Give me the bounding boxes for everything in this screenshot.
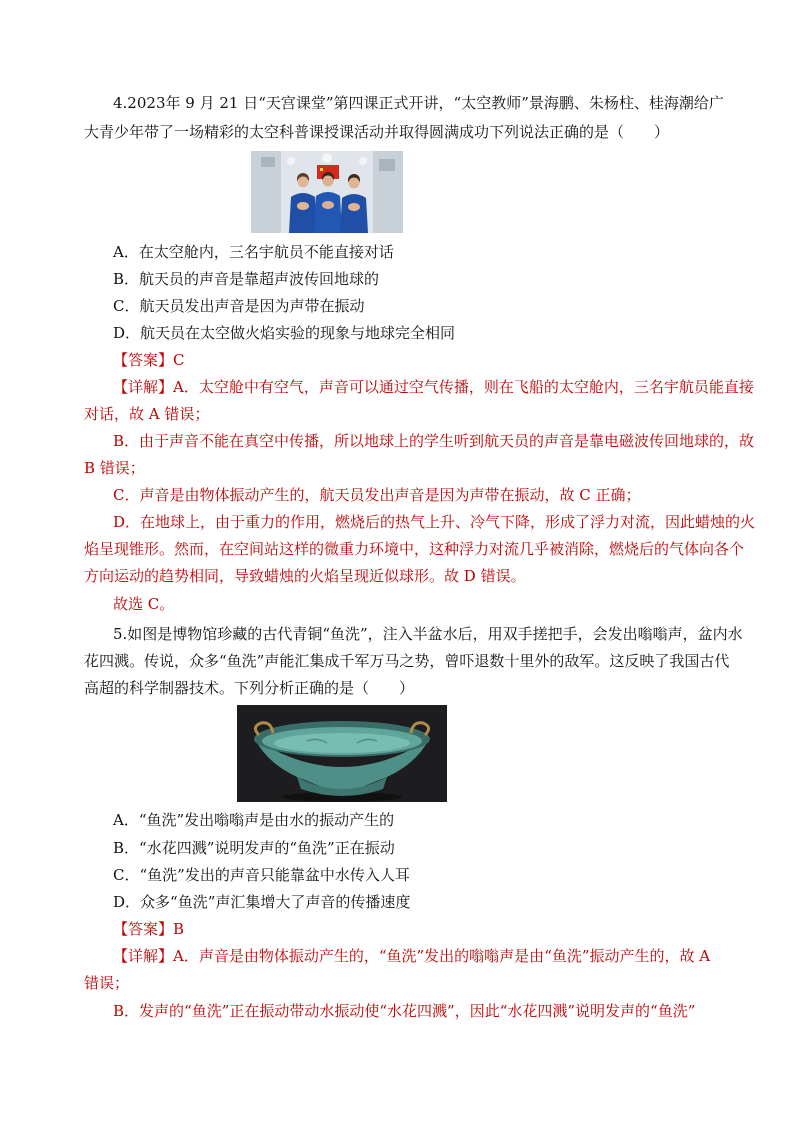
bronze-basin-illustration — [237, 705, 447, 802]
q4-option-c: C．航天员发出声音是因为声带在振动 — [113, 297, 365, 315]
astronauts-photo — [251, 151, 403, 233]
q5-answer-value: B — [173, 920, 185, 938]
q5-answer-label: 【答案】 — [113, 920, 174, 938]
q4-detail-line-8: 方向运动的趋势相同，导致蜡烛的火焰呈现近似球形。故 D 错误。 — [84, 567, 526, 585]
q5-detail-line-3: B．发声的“鱼洗”正在振动带动水振动使“水花四溅”，因此“水花四溅”说明发声的“鱼洗” — [113, 1002, 696, 1020]
q5-detail-line-2: 错误； — [84, 974, 130, 992]
q4-detail-text-1: A．太空舱中有空气，声音可以通过空气传播，则在飞船的太空舱内，三名宇航员能直接 — [173, 378, 754, 396]
q5-option-a: A．“鱼洗”发出嗡嗡声是由水的振动产生的 — [113, 811, 395, 829]
q4-detail-line-7: 焰呈现锥形。然而，在空间站这样的微重力环境中，这种浮力对流几乎被消除，燃烧后的气体向各个 — [84, 540, 745, 558]
q4-answer — [113, 350, 743, 370]
q5-detail-line-1 — [113, 946, 743, 966]
q4-stem-line-1: 4.2023年 9 月 21 日“天宫课堂”第四课正式开讲，“太空教师”景海鹏、朱杨柱、桂海潮给广 — [113, 94, 724, 112]
q5-option-c: C．“鱼洗”发出的声音只能靠盆中水传入人耳 — [113, 866, 410, 884]
astronauts-illustration — [251, 151, 403, 233]
q4-detail-line-4: B 错误； — [84, 459, 145, 477]
q4-option-d: D．航天员在太空做火焰实验的现象与地球完全相同 — [113, 324, 456, 342]
q4-option-a: A．在太空舱内，三名宇航员不能直接对话 — [113, 243, 394, 261]
q5-option-b: B．“水花四溅”说明发声的“鱼洗”正在振动 — [113, 839, 395, 857]
q4-detail-label: 【详解】 — [113, 378, 174, 396]
q4-answer-value: C — [173, 351, 185, 369]
q4-detail-line-1 — [113, 377, 754, 397]
q5-option-d: D．众多“鱼洗”声汇集增大了声音的传播速度 — [113, 893, 411, 911]
q4-detail-line-2: 对话，故 A 错误； — [84, 405, 210, 423]
q4-detail-line-5: C．声音是由物体振动产生的，航天员发出声音是因为声带在振动，故 C 正确； — [113, 486, 641, 504]
q5-detail-text-1: A．声音是由物体振动产生的，“鱼洗”发出的嗡嗡声是由“鱼洗”振动产生的，故 A — [173, 947, 711, 965]
q4-option-b: B．航天员的声音是靠超声波传回地球的 — [113, 270, 380, 288]
q5-answer — [113, 919, 743, 939]
bronze-basin-photo — [237, 705, 447, 802]
q4-detail-line-6: D．在地球上，由于重力的作用，燃烧后的热气上升、冷气下降，形成了浮力对流，因此蜡烛的火 — [113, 513, 756, 531]
q5-stem-line-1: 5.如图是博物馆珍藏的古代青铜“鱼洗”，注入半盆水后，用双手搓把手，会发出嗡嗡声，盆内水 — [113, 625, 743, 643]
q4-answer-label: 【答案】 — [113, 351, 174, 369]
q5-stem-line-3: 高超的科学制器技术。下列分析正确的是（ ） — [84, 679, 415, 697]
q5-stem-line-2: 花四溅。传说，众多“鱼洗”声能汇集成千军万马之势，曾吓退数十里外的敌军。这反映了我国古代 — [84, 652, 730, 670]
q4-conclusion: 故选 C。 — [113, 595, 175, 613]
q4-detail-line-3: B．由于声音不能在真空中传播，所以地球上的学生听到航天员的声音是靠电磁波传回地球的，故 — [113, 432, 755, 450]
q5-detail-label: 【详解】 — [113, 947, 174, 965]
q4-stem-line-2: 大青少年带了一场精彩的太空科普课授课活动并取得圆满成功下列说法正确的是（ ） — [84, 123, 670, 141]
